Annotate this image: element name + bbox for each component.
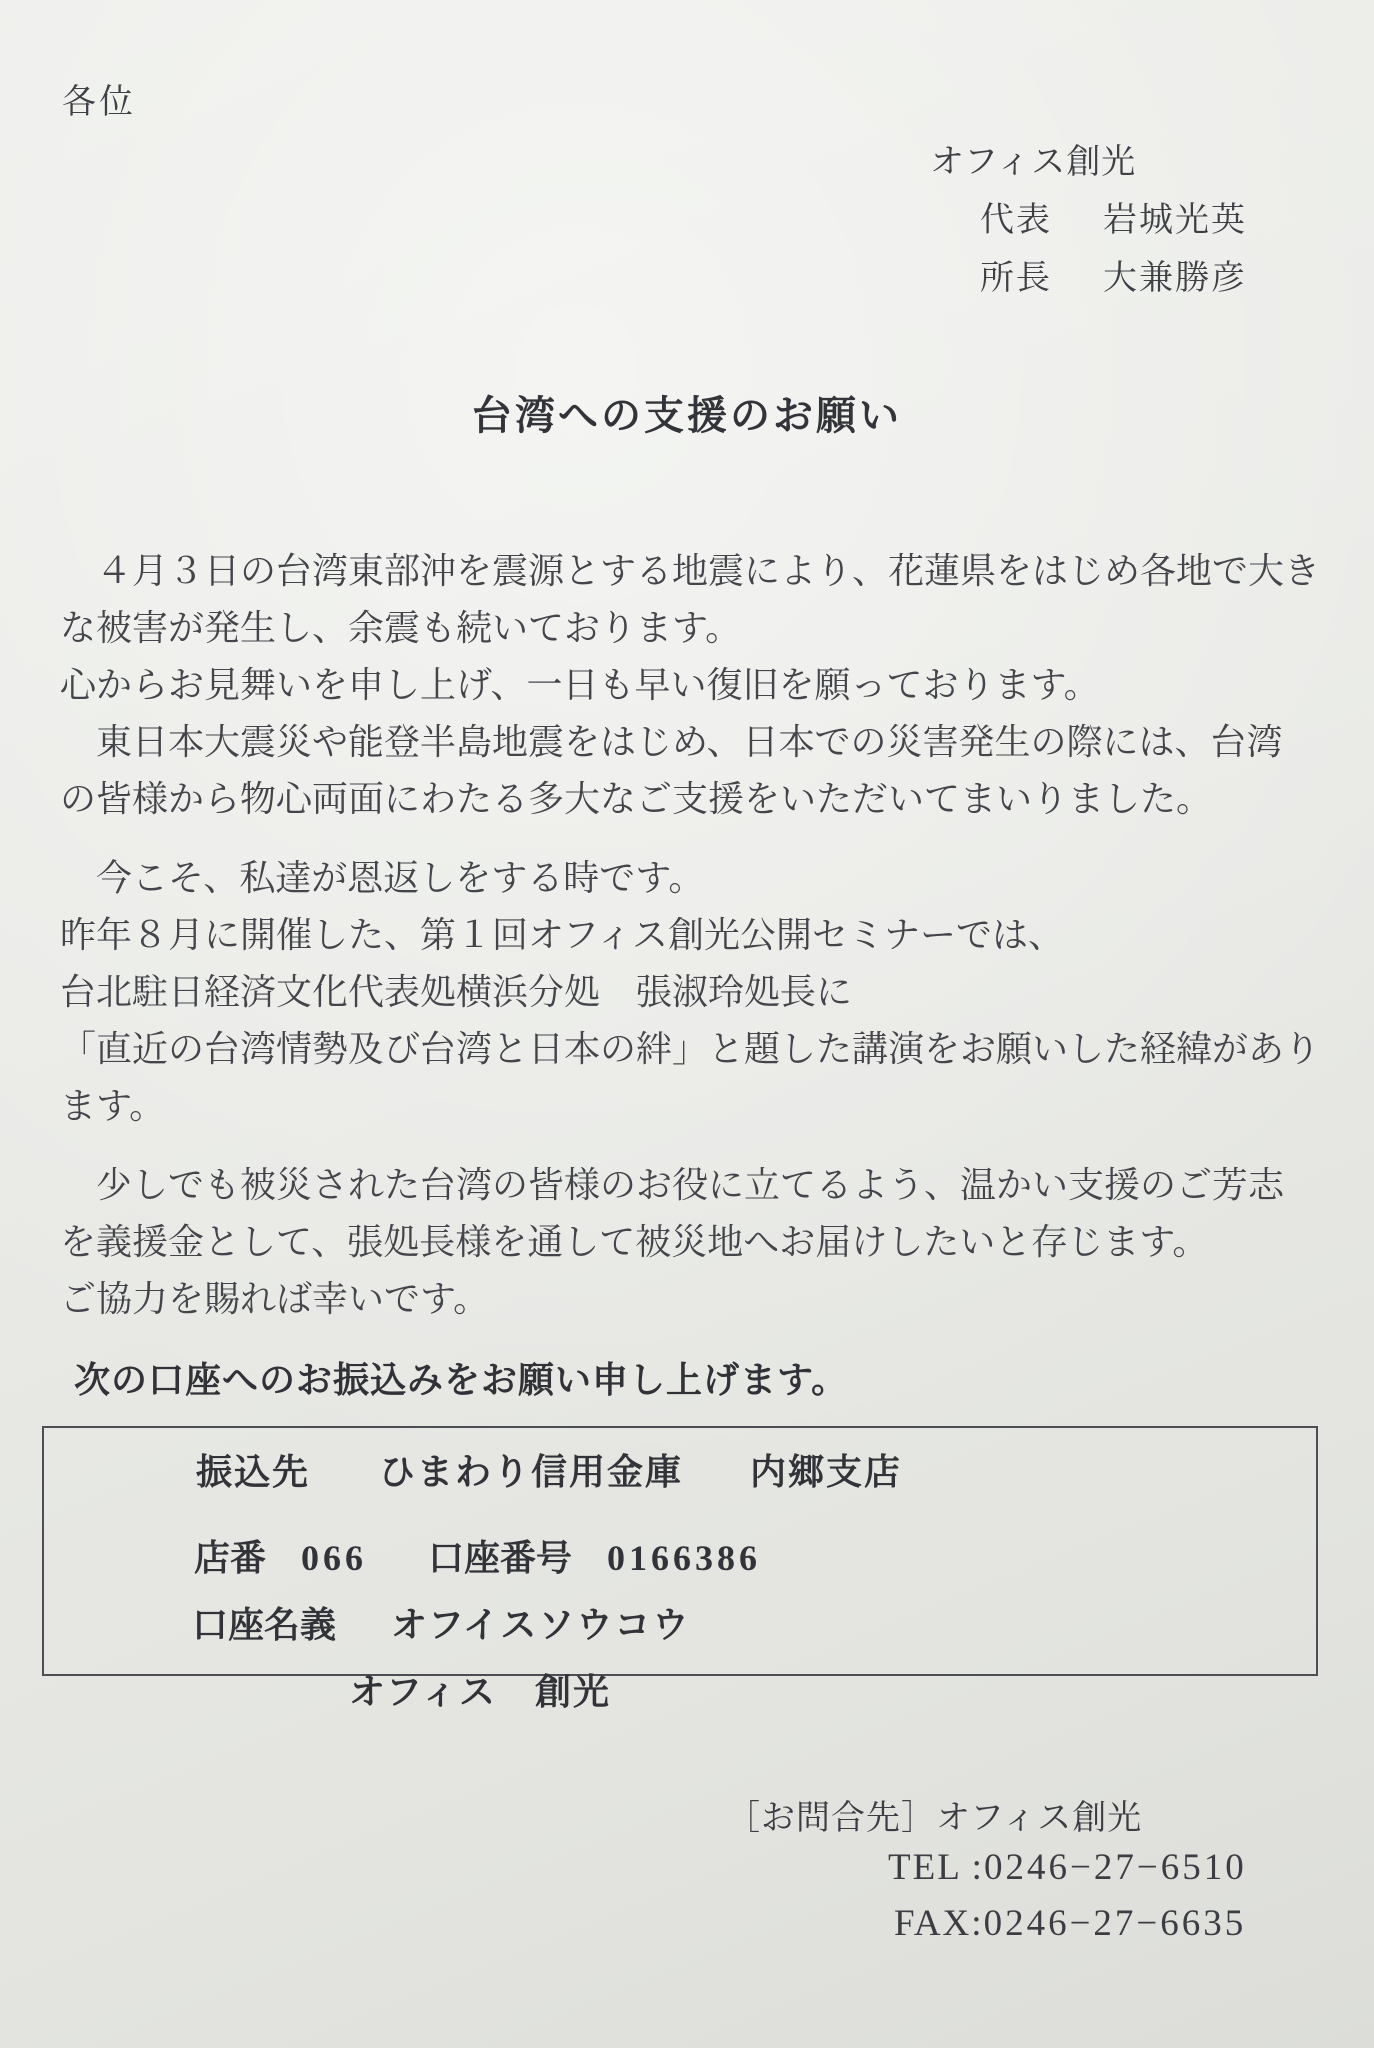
transfer-request-line: 次の口座へのお振込みをお願い申し上げます。: [74, 1360, 849, 1400]
body-line: ます。: [60, 1086, 166, 1126]
sender-block: [930, 134, 1247, 299]
director-label: 所長: [980, 260, 1052, 297]
sender-director-row: [930, 250, 1247, 299]
fax-number: 0246−27−6635: [983, 1903, 1247, 1944]
transfer-to-label: 振込先: [196, 1452, 311, 1492]
body-line: の皆様から物心両面にわたる多大なご支援をいただいてまいりました。: [60, 779, 1213, 819]
account-holder-name: オフィス 創光: [349, 1672, 612, 1712]
body-line: を義援金として、張処長様を通して被災地へお届けしたいと存じます。: [60, 1222, 1209, 1262]
body-paragraph-1: [60, 543, 1340, 828]
salutation: 各位: [62, 84, 136, 121]
bank-transfer-box: [42, 1426, 1318, 1712]
rep-name: 岩城光英: [1103, 202, 1247, 239]
body-paragraph-3: [60, 1157, 1340, 1328]
body-line: 心からお見舞いを申し上げ、一日も早い復旧を願っております。: [60, 665, 1100, 705]
account-holder-kana: オフイスソウコウ: [391, 1605, 691, 1645]
contact-line: ［お問合先］オフィス創光: [726, 1800, 1143, 1837]
director-name: 大兼勝彦: [1103, 260, 1247, 297]
body-line: 今こそ、私達が恩返しをする時です。: [60, 858, 705, 898]
tel-line: [888, 1846, 1247, 1889]
account-holder-line: [192, 1597, 1316, 1648]
sender-org: オフィス創光: [930, 144, 1137, 181]
rep-label: 代表: [980, 202, 1052, 239]
tel-number: 0246−27−6510: [983, 1847, 1247, 1888]
account-holder-label: 口座名義: [192, 1605, 337, 1645]
account-number: 0166386: [607, 1538, 762, 1578]
sender-rep-row: [930, 192, 1247, 241]
body-line: ご協力を賜れば幸いです。: [60, 1279, 490, 1319]
body-paragraph-2: [60, 850, 1340, 1135]
branch-number-label: 店番: [194, 1538, 267, 1578]
body-line: 台北駐日経済文化代表処横浜分処 張淑玲処長に: [60, 972, 853, 1012]
fax-label: FAX:: [894, 1903, 984, 1944]
bank-destination-line: [196, 1444, 1316, 1495]
body-line: 「直近の台湾情勢及び台湾と日本の絆」と題した講演をお願いした経緯があり: [60, 1029, 1321, 1069]
tel-label: TEL :: [888, 1847, 984, 1888]
letter-title: 台湾への支援のお願い: [472, 393, 902, 438]
body-line: な被害が発生し、余震も続いております。: [60, 608, 742, 648]
body-line: 昨年８月に開催した、第１回オフィス創光公開セミナーでは、: [60, 915, 1065, 955]
branch-number: 066: [301, 1538, 368, 1578]
branch-name: 内郷支店: [750, 1452, 903, 1492]
body-line: 東日本大震災や能登半島地震をはじめ、日本での災害発生の際には、台湾: [60, 722, 1283, 762]
body-line: ４月３日の台湾東部沖を震源とする地震により、花蓮県をはじめ各地で大き: [60, 551, 1321, 591]
bank-name: ひまわり信用金庫: [379, 1452, 684, 1492]
account-number-label: 口座番号: [428, 1538, 573, 1578]
body-line: 少しでも被災された台湾の皆様のお役に立てるよう、温かい支援のご芳志: [60, 1165, 1285, 1205]
letter-body: [60, 543, 1340, 1328]
account-number-line: [194, 1530, 1316, 1581]
fax-line: [894, 1902, 1246, 1945]
